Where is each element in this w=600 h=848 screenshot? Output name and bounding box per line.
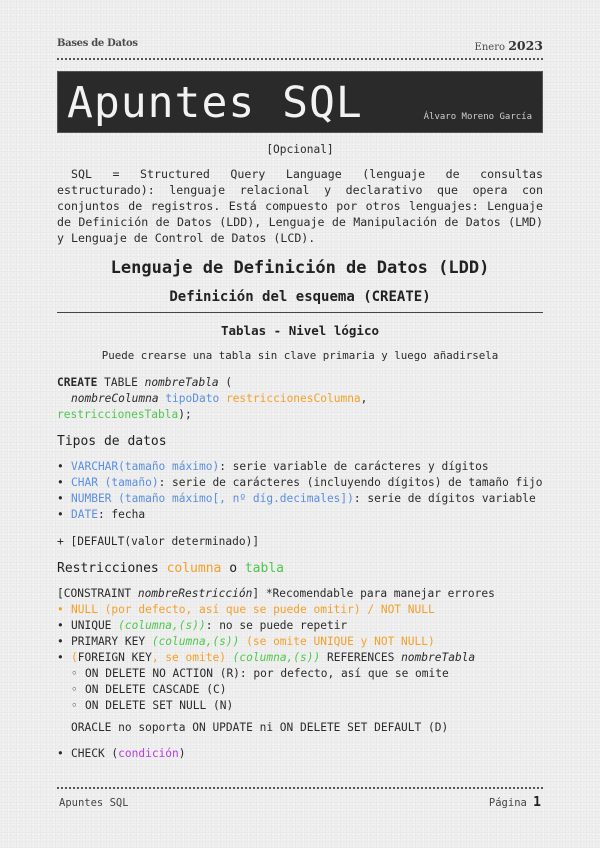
null-item: [57, 602, 435, 618]
pk-note: (se omite UNIQUE y NOT NULL): [239, 635, 435, 648]
types-heading: Tipos de datos: [57, 434, 167, 449]
optional-tag: [Opcional]: [266, 143, 334, 156]
type-desc: : serie de carácteres (incluyendo dígitos) de tamaño fijo: [158, 476, 543, 489]
intro-paragraph: SQL = Structured Query Language (lenguaje de consultas estructurado): lenguaje relacional y declarativo que opera con conjuntos de registros. Está compuesto por otros lenguajes: Lenguaje de Definición de Datos (LDD), Lenguaje de Manipulación de Datos (LMD) y Lenguaje de Control de Datos (LCD).: [57, 167, 543, 245]
subsection-title: Tablas - Nivel lógico: [220, 323, 380, 338]
bullet-icon: •: [57, 460, 64, 473]
primary-key-item: [57, 634, 435, 650]
check-condition: condición: [118, 747, 179, 760]
header-divider: [57, 58, 543, 60]
check-close: ): [178, 747, 186, 760]
table-restrictions: restriccionesTabla: [57, 408, 179, 421]
bullet-icon: •: [57, 508, 64, 521]
on-delete-text: ON DELETE SET NULL (N): [85, 699, 234, 712]
header-year: 2023: [508, 38, 543, 53]
kw-create: CREATE: [57, 376, 98, 389]
bullet-icon: •: [57, 747, 64, 760]
bullet-icon: •: [57, 476, 64, 489]
doc-title: Apuntes SQL: [67, 78, 363, 128]
fk-cols: (columna,(s)): [225, 651, 321, 664]
paren-close: );: [178, 408, 192, 421]
type-item: [57, 507, 145, 523]
header-date: [475, 38, 543, 53]
bullet-icon: •: [57, 619, 64, 632]
on-delete-item: [71, 682, 226, 698]
on-delete-text: ON DELETE NO ACTION (R): por defecto, así que se omite: [85, 667, 449, 680]
page-header: [57, 38, 543, 52]
unique-desc: : no se puede repetir: [205, 619, 348, 632]
fk-kw: FOREIGN KEY: [77, 651, 152, 664]
unique-cols: (columna,(s)): [118, 619, 206, 632]
doc-author: Álvaro Moreno García: [423, 112, 532, 122]
heading-or: o: [221, 561, 245, 576]
on-delete-item: [71, 666, 449, 682]
type-name: VARCHAR(tamaño máximo): [71, 460, 220, 473]
page-number: [489, 795, 541, 810]
type-item: [57, 475, 542, 491]
constraint-line: [57, 586, 495, 602]
bullet-icon: •: [57, 651, 64, 664]
column-type: tipoDato: [165, 392, 220, 405]
type-item: [57, 491, 536, 507]
type-desc: : fecha: [97, 508, 146, 521]
page-label: Página: [488, 797, 534, 809]
type-name: DATE: [71, 508, 98, 521]
check-kw: CHECK (: [71, 747, 119, 760]
table-name: nombreTabla: [144, 376, 219, 389]
pk-kw: PRIMARY KEY: [71, 635, 152, 648]
footer-divider: [57, 787, 543, 789]
constraint-open: [CONSTRAINT: [57, 587, 138, 600]
subsection-note: Puede crearse una tabla sin clave primaria y luego añadirsela: [101, 349, 499, 362]
fk-open: (: [71, 651, 78, 664]
circle-bullet-icon: ◦: [71, 683, 78, 696]
fk-omit: , se omite): [151, 651, 226, 664]
bullet-icon: •: [57, 635, 64, 648]
kw-table: TABLE: [97, 376, 145, 389]
type-desc: : serie de dígitos variable: [353, 492, 536, 505]
bullet-icon: •: [57, 603, 64, 616]
circle-bullet-icon: ◦: [71, 699, 78, 712]
pk-cols: (columna,(s)): [151, 635, 240, 648]
title-banner: [57, 71, 543, 133]
circle-bullet-icon: ◦: [71, 667, 78, 680]
section-subtitle: Definición del esquema (CREATE): [169, 289, 431, 305]
fk-table: nombreTabla: [401, 651, 476, 664]
paren-open: (: [218, 376, 233, 389]
unique-kw: UNIQUE: [71, 619, 119, 632]
heading-column: columna: [166, 561, 222, 576]
header-month: Enero: [474, 42, 506, 53]
type-desc: : serie variable de carácteres y dígitos: [219, 460, 489, 473]
comma: ,: [360, 392, 368, 405]
type-item: [57, 459, 489, 475]
null-text: NULL (por defecto, así que se puede omitir) / NOT NULL: [71, 603, 435, 616]
create-syntax-line-3: [57, 407, 192, 423]
default-clause: + [DEFAULT(valor determinado)]: [57, 535, 260, 548]
on-delete-item: [71, 698, 233, 714]
column-name: nombreColumna: [71, 392, 159, 405]
restrictions-heading: [57, 561, 284, 577]
section-rule: [57, 312, 543, 313]
header-subject: Bases de Datos: [57, 38, 138, 49]
fk-references: REFERENCES: [320, 651, 402, 664]
on-delete-text: ON DELETE CASCADE (C): [85, 683, 227, 696]
unique-item: [57, 618, 347, 634]
footer-title: Apuntes SQL: [59, 797, 129, 809]
column-restrictions: restriccionesColumna: [225, 392, 361, 405]
heading-table: tabla: [244, 561, 284, 576]
section-title: Lenguaje de Definición de Datos (LDD): [110, 258, 490, 278]
check-item: [57, 746, 186, 762]
foreign-key-item: [57, 650, 475, 666]
bullet-icon: •: [57, 492, 64, 505]
page-number-value: 1: [533, 795, 541, 810]
constraint-note: ] *Recomendable para manejar errores: [252, 587, 495, 600]
create-syntax-line-2: [71, 391, 367, 407]
constraint-name: nombreRestricción: [137, 587, 253, 600]
heading-prefix: Restricciones: [57, 561, 167, 576]
type-name: NUMBER (tamaño máximo[, nº díg.decimales]): [71, 492, 354, 505]
type-name: CHAR (tamaño): [71, 476, 159, 489]
create-syntax-line-1: [57, 375, 232, 391]
oracle-note: ORACLE no soporta ON UPDATE ni ON DELETE SET DEFAULT (D): [71, 721, 449, 734]
